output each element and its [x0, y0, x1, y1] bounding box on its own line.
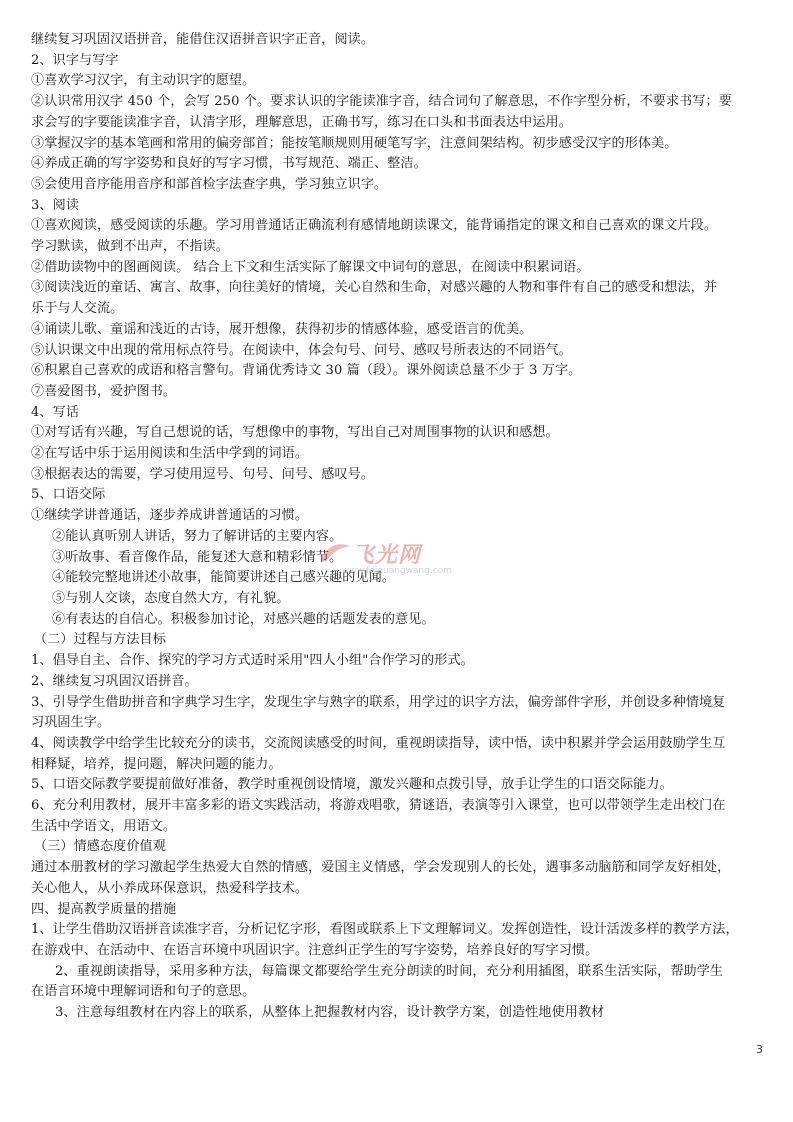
text-line: ③根据表达的需要，学习使用逗号、句号、问号、感叹号。: [31, 466, 375, 482]
text-line: ④养成正确的写字姿势和良好的写字习惯，书写规范、端正、整洁。: [31, 156, 427, 172]
text-line: 习巩固生字。: [31, 715, 111, 731]
text-line: ③听故事、看音像作品，能复述大意和精彩情节。: [52, 549, 343, 565]
text-line: 6、充分利用教材，展开丰富多彩的语文实践活动，将游戏唱歌，猜谜语，表演等引入课堂，也可以带领学生走出校门在: [31, 798, 726, 814]
text-line: ①喜欢学习汉字，有主动识字的愿望。: [31, 73, 256, 89]
text-line: 5、口语交际教学要提前做好准备，教学时重视创设情境，激发兴趣和点拨引导，放手让学生的口语交际能力。: [31, 777, 673, 793]
text-line: 4、阅读教学中给学生比较充分的读书，交流阅读感受的时间，重视朗读指导，读中悟，读中积累并学会运用鼓励学生互: [31, 735, 726, 751]
text-line: ②能认真听别人讲话，努力了解讲话的主要内容。: [52, 528, 343, 544]
text-line: ⑦喜爱图书，爱护图书。: [31, 383, 177, 399]
text-line: ②借助读物中的图画阅读。 结合上下文和生活实际了解课文中词句的意思，在阅读中积累词语。: [31, 259, 590, 275]
text-line: ②在写话中乐于运用阅读和生活中学到的词语。: [31, 446, 309, 462]
text-line: 1、倡导自主、合作、探究的学习方式适时采用"四人小组"合作学习的形式。: [31, 653, 474, 669]
text-line: ①对写话有兴趣，写自己想说的话，写想像中的事物，写出自己对周围事物的认识和感想。: [31, 425, 559, 441]
section-heading: （三）情感态度价值观: [34, 839, 166, 855]
text-line: ①喜欢阅读，感受阅读的乐趣。学习用普通话正确流利有感情地朗读课文，能背诵指定的课文和自己喜欢的课文片段。: [31, 218, 718, 234]
text-line: ⑤会使用音序能用音序和部首检字法查字典，学习独立识字。: [31, 176, 388, 192]
text-line: 在游戏中、在活动中、在语言环境中巩固识字。注意纠正学生的写字姿势，培养良好的写字习惯。: [31, 942, 599, 958]
text-line: 2、继续复习巩固汉语拼音。: [31, 673, 198, 689]
text-line: 乐于与人交流。: [31, 301, 124, 317]
text-line: 1、让学生借助汉语拼音读准字音，分析记忆字形，看图或联系上下文理解词义。发挥创造性，设计活泼多样的教学方法，: [31, 922, 739, 938]
document-body: [31, 30, 767, 1024]
watermark-url: www.feiguangwang.com: [342, 566, 453, 576]
text-line: 学习默读，做到不出声，不指读。: [31, 239, 229, 255]
text-line: 继续复习巩固汉语拼音，能借住汉语拼音识字正音，阅读。: [31, 32, 375, 47]
text-line: 3、引导学生借助拼音和字典学习生字，发现生字与熟字的联系，用学过的识字方法，偏旁部件字形，并创设多种情境复: [31, 694, 726, 710]
text-line: 关心他人，从小养成环保意识，热爱科学技术。: [31, 880, 309, 896]
text-line: ⑥积累自己喜欢的成语和格言警句。背诵优秀诗文 30 篇（段）。课外阅读总量不少于 3 万字。: [31, 363, 582, 379]
text-line: ①继续学讲普通话，逐步养成讲普通话的习惯。: [31, 508, 309, 524]
text-line: 生活中学语文，用语文。: [31, 818, 177, 834]
text-line: 3、注意每组教材在内容上的联系，从整体上把握教材内容，设计教学方案，创造性地使用教材: [55, 1005, 605, 1021]
page-number: 3: [756, 1043, 763, 1056]
section-heading: （二）过程与方法目标: [34, 632, 166, 648]
section-heading: 4、写话: [31, 404, 80, 420]
text-line: ③掌握汉字的基本笔画和常用的偏旁部首；能按笔顺规则用硬笔写字，注意间架结构。初步感受汉字的形体美。: [31, 135, 678, 151]
text-line: ④诵读儿歌、童谣和浅近的古诗，展开想像，获得初步的情感体验，感受语言的优美。: [31, 321, 533, 337]
section-heading: 3、阅读: [31, 197, 80, 213]
text-line: 通过本册教材的学习激起学生热爱大自然的情感，爱国主义情感，学会发现别人的长处，遇事多动脑筋和同学友好相处，: [31, 860, 731, 876]
watermark-title: 飞光网: [352, 543, 422, 568]
section-heading: 5、口语交际: [31, 487, 106, 503]
text-line: 相释疑，培养，提问题，解决问题的能力。: [31, 756, 282, 772]
section-heading: 2、识字与写字: [31, 52, 119, 68]
section-heading: 四、提高教学质量的措施: [31, 901, 177, 917]
text-line: ③阅读浅近的童话、寓言、故事，向往美好的情境，关心自然和生命，对感兴趣的人物和事件有自己的感受和想法，并: [31, 280, 718, 296]
text-line: ④能较完整地讲述小故事，能简要讲述自己感兴趣的见闻。: [52, 570, 396, 586]
text-line: 在语言环境中理解词语和句子的意思。: [31, 984, 256, 1000]
text-line: ②认识常用汉字 450 个，会写 250 个。要求认识的字能读准字音，结合词句了解意思，不作字型分析，不要求书写；要: [31, 94, 732, 110]
text-line: ⑤与别人交谈，态度自然大方，有礼貌。: [52, 590, 290, 606]
text-line: ⑥有表达的自信心。积极参加讨论，对感兴趣的话题发表的意见。: [52, 611, 435, 627]
text-line: ⑤认识课文中出现的常用标点符号。在阅读中，体会句号、问号、感叹号所表达的不同语气。: [31, 342, 572, 358]
text-line: 求会写的字要能读准字音，认清字形，理解意思，正确书写，练习在口头和书面表达中运用。: [31, 114, 572, 130]
text-line: 2、重视朗读指导，采用多种方法，每篇课文都要给学生充分朗读的时间，充分利用插图，联系生活实际，帮助学生: [55, 963, 724, 979]
